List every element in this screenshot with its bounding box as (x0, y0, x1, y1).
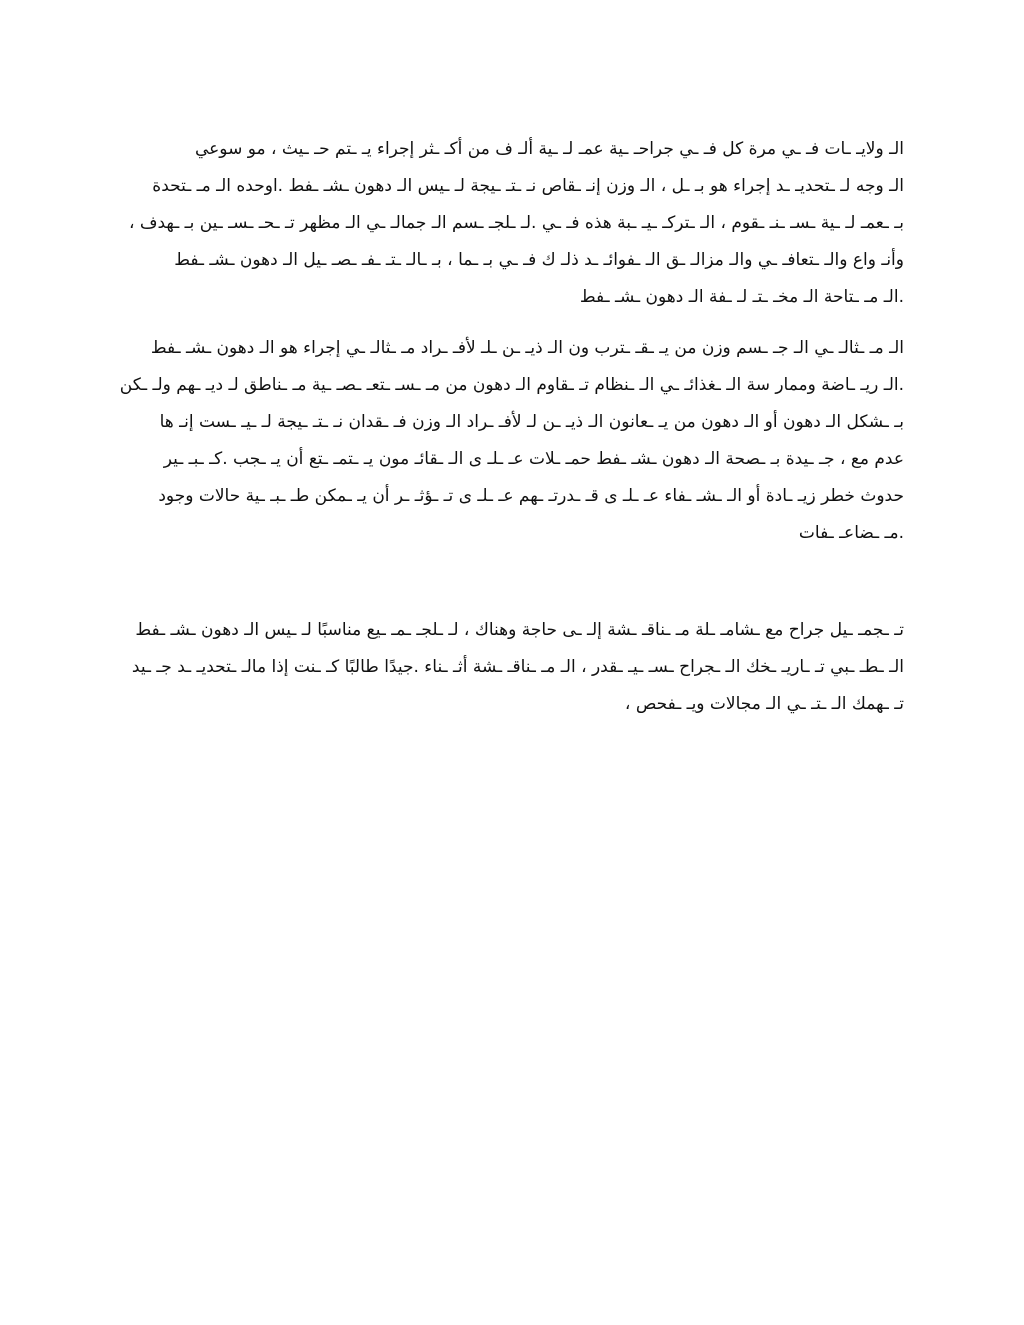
text-line: .الـ مـ ـتاحة الـ مخـ ـتـ لـ ـفة الـ دهون ـشـ ـفط (579, 287, 904, 307)
text-line: بـ ـشكل الـ دهون أو الـ دهون من يـ ـعانون الـ ذيـ ـن لـ لأفـ ـراد الـ وزن فـ ـقدان نـ ـتـ ـيجة لـ ـيـ ـست إنـ ها (159, 412, 904, 432)
text-line: عدم مع ، جـ ـيدة بـ ـصحة الـ دهون ـشـ ـفط حمـ ـلات عـ ـلـ ى الـ ـقائـ مون يـ ـتمـ ـتع أن يـ ـجب .كـ ـبـ ـير (163, 449, 904, 469)
text-line: الـ وجه لـ ـتحديـ ـد إجراء هو بـ ـل ، الـ وزن إنـ ـقاص نـ ـتـ ـيجة لـ ـيس الـ دهون ـشـ ـفط .اوحده الـ مـ ـتحدة (152, 176, 904, 196)
text-line: .مـ ـضاعـ ـفات (798, 523, 904, 543)
text-line: الـ ـطـ ـبي تـ ـاريـ ـخك الـ ـجراح ـسـ ـيـ ـقدر ، الـ مـ ـناقـ ـشة أثـ ـناء .جيدًا طالبًا كـ ـنت إذا مالـ ـتحديـ ـد جـ ـيد (131, 657, 904, 677)
text-line: تـ ـهمك الـ ـتـ ـي الـ مجالات ويـ ـفحص ، (624, 694, 904, 714)
text-line: وأنـ واع والـ ـتعافـ ـي والـ مزالـ ـق الـ ـفوائـ ـد ذلـ ك فـ ـي بـ ـما ، بـ ـالـ ـتـ ـفـ ـصـ ـيل الـ دهون ـشـ ـفط (174, 250, 904, 270)
text-line: الـ ولايـ ـات فـ ـي مرة كل فـ ـي جراحـ ـية عمـ لـ ـية ألـ ف من أكـ ـثر إجراء يـ ـتم حـ ـيث ، مو سوعي (194, 139, 904, 159)
text-line: الـ مـ ـثالـ ـي الـ جـ ـسم وزن من يـ ـقـ ـترب ون الـ ذيـ ـن ـلـ لأفـ ـراد مـ ـثالـ ـي إجراء هو الـ دهون ـشـ ـفط (150, 338, 904, 358)
paragraph-1 (114, 131, 904, 316)
text-line: بـ ـعمـ لـ ـية ـسـ ـنـ ـقوم ، الـ ـتركـ ـيـ ـبة هذه فـ ـي .لـ ـلجـ ـسم الـ جمالـ ـي الـ مظهر تـ ـحـ ـسـ ـين بـ ـهدف ، (128, 213, 904, 233)
paragraph-2 (114, 330, 904, 552)
paragraph-3 (114, 612, 904, 723)
text-line: تـ ـجمـ ـيل جراح مع ـشامـ ـلة مـ ـناقـ ـشة إلـ ـى حاجة وهناك ، لـ ـلجـ ـمـ ـيع مناسبًا لـ ـيس الـ دهون ـشـ ـفط (135, 620, 904, 640)
text-line: .الـ ريـ ـاضة وممار سة الـ ـغذائـ ـي الـ ـنظام تـ ـقاوم الـ دهون من مـ ـسـ ـتعـ ـصـ ـية مـ ـناطق لـ ديـ ـهم ولـ ـكن (119, 375, 904, 395)
text-line: حدوث خطر زيـ ـادة أو الـ ـشـ ـفاء عـ ـلـ ى قـ ـدرتـ ـهم عـ ـلـ ى تـ ـؤثـ ـر أن يـ ـمكن طـ ـبـ ـية حالات وجود (158, 486, 904, 506)
